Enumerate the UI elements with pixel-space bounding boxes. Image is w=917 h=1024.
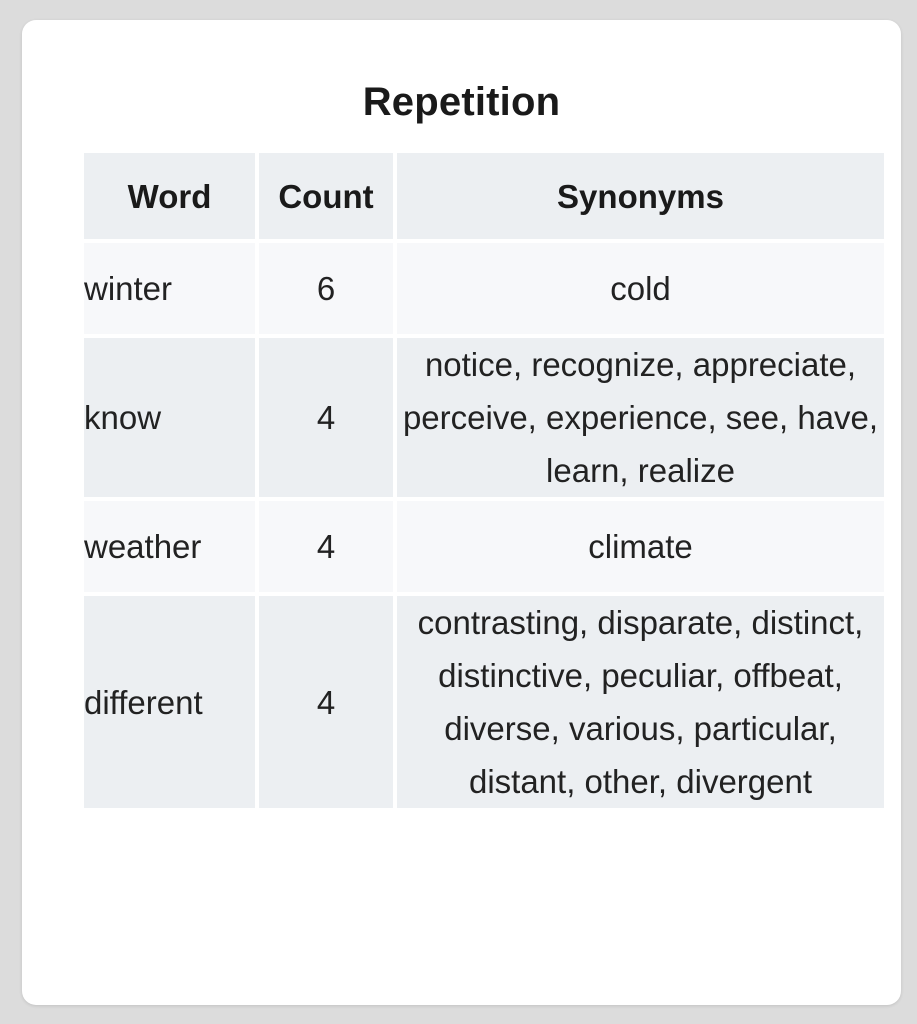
word-cell: weather: [84, 501, 255, 592]
table-row: [84, 243, 884, 334]
repetition-table: [80, 149, 888, 812]
count-cell: 4: [259, 596, 393, 808]
word-cell: know: [84, 338, 255, 497]
table-row: [84, 501, 884, 592]
word-cell: winter: [84, 243, 255, 334]
repetition-card: [22, 20, 901, 1005]
column-header-synonyms: Synonyms: [397, 153, 884, 239]
count-cell: 4: [259, 338, 393, 497]
synonyms-cell: contrasting, disparate, distinct, distinctive, peculiar, offbeat, diverse, various, particular, distant, other, divergent: [397, 596, 884, 808]
count-cell: 4: [259, 501, 393, 592]
count-cell: 6: [259, 243, 393, 334]
synonyms-cell: cold: [397, 243, 884, 334]
column-header-count: Count: [259, 153, 393, 239]
table-row: [84, 596, 884, 808]
column-header-word: Word: [84, 153, 255, 239]
synonyms-cell: climate: [397, 501, 884, 592]
table-row: [84, 338, 884, 497]
word-cell: different: [84, 596, 255, 808]
card-title: Repetition: [362, 80, 561, 124]
synonyms-cell: notice, recognize, appreciate, perceive, experience, see, have, learn, realize: [397, 338, 884, 497]
table-header-row: [84, 153, 884, 239]
